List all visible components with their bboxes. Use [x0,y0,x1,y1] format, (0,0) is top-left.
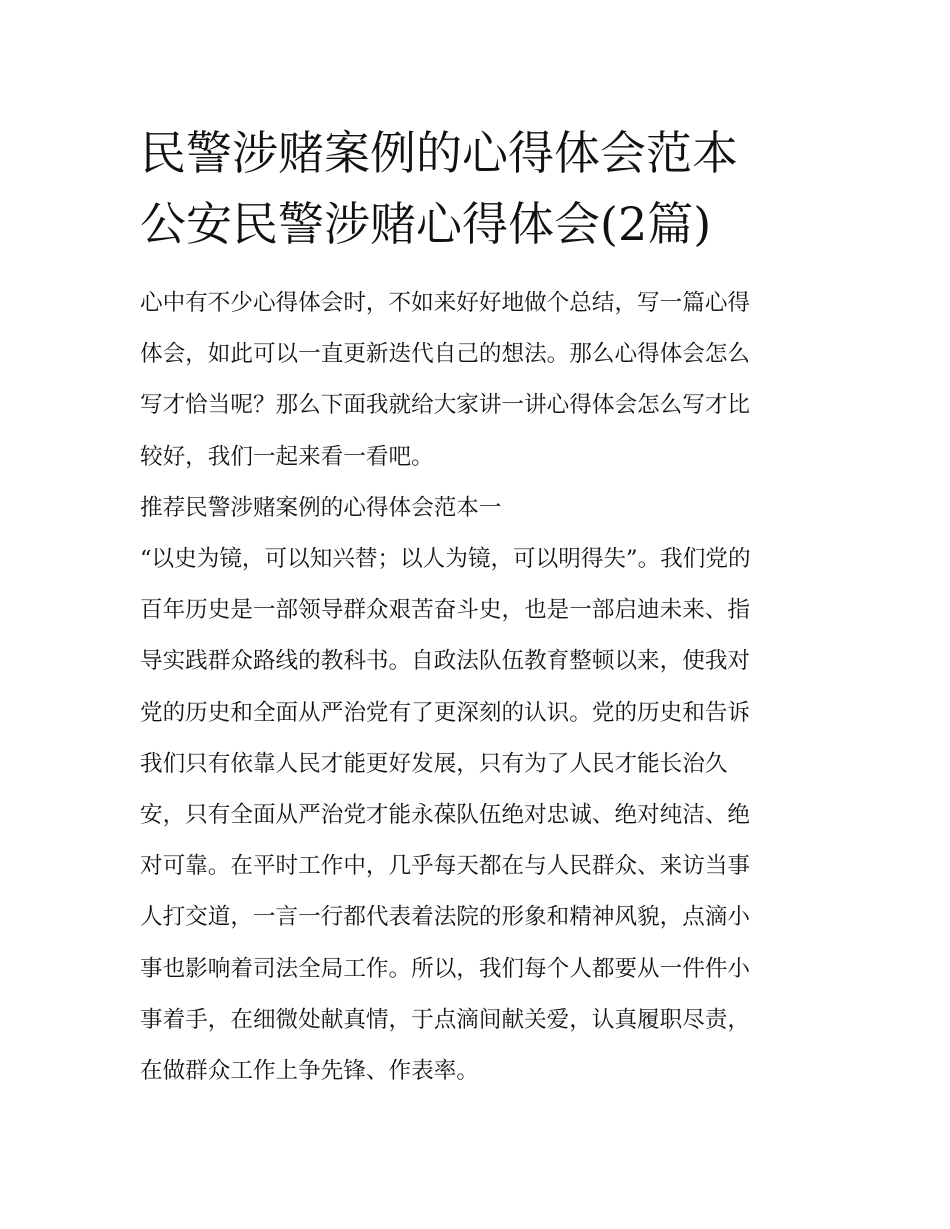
section-heading-text: 推荐民警涉赌案例的心得体会范本一 [140,494,502,521]
section-line: 人打交道，一言一行都代表着法院的形象和精神风貌，点滴小 [140,904,751,931]
section-line: 百年历史是一部领导群众艰苦奋斗史，也是一部启迪未来、指 [140,597,751,624]
section-line: 导实践群众路线的教科书。自政法队伍教育整顿以来，使我对 [140,648,751,675]
document-body [140,278,815,1097]
section-line: 安，只有全面从严治党才能永葆队伍绝对忠诚、绝对纯洁、绝 [140,802,751,829]
document-title [140,118,840,260]
section-line: 我们只有依靠人民才能更好发展，只有为了人民才能长治久 [140,750,728,777]
intro-line: 较好，我们一起来看一看吧。 [140,443,434,470]
intro-paragraph [140,278,815,483]
section-line: 事也影响着司法全局工作。所以，我们每个人都要从一件件小 [140,955,751,982]
title-line-1: 民警涉赌案例的心得体会范本 [140,126,738,180]
section-line: 对可靠。在平时工作中，几乎每天都在与人民群众、来访当事 [140,853,751,880]
section-line: 党的历史和全面从严治党有了更深刻的认识。党的历史和告诉 [140,699,751,726]
section-line: 事着手，在细微处献真情，于点滴间献关爱，认真履职尽责， [140,1006,751,1033]
section-line: “以史为镜，可以知兴替；以人为镜，可以明得失”。我们党的 [140,546,751,573]
section-paragraph [140,534,815,1097]
intro-line: 心中有不少心得体会时，不如来好好地做个总结，写一篇心得 [140,290,751,316]
intro-line: 写才恰当呢？那么下面我就给大家讲一讲心得体会怎么写才比 [140,392,751,419]
title-line-2: 公安民警涉赌心得体会(2篇) [140,197,712,251]
section-line: 在做群众工作上争先锋、作表率。 [140,1058,479,1085]
intro-line: 体会，如此可以一直更新迭代自己的想法。那么心得体会怎么 [140,341,751,368]
section-heading [140,483,815,534]
